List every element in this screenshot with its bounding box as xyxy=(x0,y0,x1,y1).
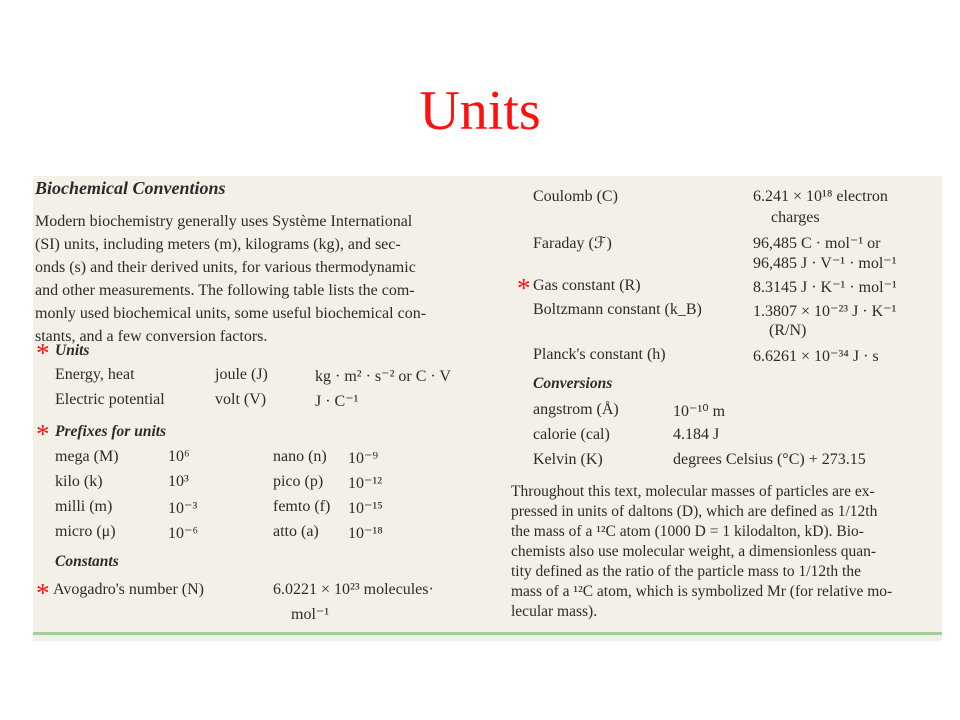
constant-name: Coulomb (C) xyxy=(533,188,618,205)
prefix-value: 10⁶ xyxy=(168,448,190,465)
prefix-name: mega (M) xyxy=(55,448,119,465)
intro-line: onds (s) and their derived units, for various thermodynamic xyxy=(35,259,416,276)
prefix-value: 10⁻³ xyxy=(168,500,198,517)
conversions-heading: Conversions xyxy=(533,375,613,392)
units-heading: Units xyxy=(55,342,90,359)
prefix-name: femto (f) xyxy=(273,498,331,515)
constant-value-cont: mol⁻¹ xyxy=(291,606,330,623)
paragraph-line: lecular mass). xyxy=(511,603,598,620)
asterisk-marker: * xyxy=(517,273,531,303)
constant-value: 1.3807 × 10⁻²³ J · K⁻¹ xyxy=(753,303,897,320)
unit-definition: kg · m² · s⁻² or C · V xyxy=(315,368,451,385)
textbook-page-scan xyxy=(33,176,942,641)
prefix-name: kilo (k) xyxy=(55,473,103,490)
constant-value-cont: 96,485 J · V⁻¹ · mol⁻¹ xyxy=(753,255,897,272)
conversion-name: calorie (cal) xyxy=(533,426,610,443)
asterisk-marker: * xyxy=(36,338,50,368)
intro-line: (SI) units, including meters (m), kilograms (kg), and sec- xyxy=(35,236,401,253)
asterisk-marker: * xyxy=(36,419,50,449)
page-bottom-rule xyxy=(33,632,942,635)
unit-quantity: Electric potential xyxy=(55,391,165,408)
intro-line: and other measurements. The following table lists the com- xyxy=(35,282,415,299)
prefix-value: 10⁻⁹ xyxy=(348,450,379,467)
molecular-mass-paragraph xyxy=(511,482,943,622)
constant-value: 96,485 C · mol⁻¹ or xyxy=(753,235,881,252)
constant-value: 8.3145 J · K⁻¹ · mol⁻¹ xyxy=(753,279,897,296)
prefix-value: 10³ xyxy=(168,473,189,490)
prefixes-heading: Prefixes for units xyxy=(55,423,167,440)
constant-name: Gas constant (R) xyxy=(533,277,641,294)
prefix-value: 10⁻¹⁵ xyxy=(348,500,383,517)
constant-name: Faraday (ℱ) xyxy=(533,235,612,252)
section-heading: Biochemical Conventions xyxy=(35,178,226,198)
paragraph-line: pressed in units of daltons (D), which are defined as 1/12th xyxy=(511,503,878,520)
prefix-name: pico (p) xyxy=(273,473,324,490)
constant-value: 6.241 × 10¹⁸ electron xyxy=(753,188,888,205)
constant-name: Planck's constant (h) xyxy=(533,346,666,363)
prefix-name: milli (m) xyxy=(55,498,113,515)
intro-line: stants, and a few conversion factors. xyxy=(35,328,268,345)
slide-title: Units xyxy=(419,80,541,142)
unit-name: joule (J) xyxy=(215,366,268,383)
paragraph-line: Throughout this text, molecular masses of particles are ex- xyxy=(511,483,875,500)
intro-paragraph xyxy=(35,210,475,348)
prefix-value: 10⁻⁶ xyxy=(168,525,199,542)
prefix-value: 10⁻¹² xyxy=(348,475,383,492)
prefix-value: 10⁻¹⁸ xyxy=(348,525,383,542)
conversion-value: 4.184 J xyxy=(673,426,720,443)
prefix-name: atto (a) xyxy=(273,523,319,540)
constant-name: Avogadro's number (N) xyxy=(53,581,204,598)
paragraph-line: chemists also use molecular weight, a dimensionless quan- xyxy=(511,543,877,560)
constant-name: Boltzmann constant (k_B) xyxy=(533,301,702,318)
unit-definition: J · C⁻¹ xyxy=(315,393,359,410)
conversion-name: angstrom (Å) xyxy=(533,401,619,418)
constant-value: 6.6261 × 10⁻³⁴ J · s xyxy=(753,348,879,365)
constant-value-cont: (R/N) xyxy=(769,322,807,339)
unit-name: volt (V) xyxy=(215,391,267,408)
unit-quantity: Energy, heat xyxy=(55,366,135,383)
conversion-value: degrees Celsius (°C) + 273.15 xyxy=(673,451,866,468)
conversion-name: Kelvin (K) xyxy=(533,451,603,468)
prefix-name: nano (n) xyxy=(273,448,327,465)
constant-value: 6.0221 × 10²³ molecules· xyxy=(273,581,434,598)
conversion-value: 10⁻¹⁰ m xyxy=(673,403,726,420)
asterisk-marker: * xyxy=(36,578,50,608)
constant-value-cont: charges xyxy=(771,209,820,226)
paragraph-line: tity defined as the ratio of the particle mass to 1/12th the xyxy=(511,563,861,580)
intro-line: monly used biochemical units, some useful biochemical con- xyxy=(35,305,427,322)
paragraph-line: mass of a ¹²C atom, which is symbolized Mr (for relative mo- xyxy=(511,583,893,600)
intro-line: Modern biochemistry generally uses Système International xyxy=(35,213,413,230)
constants-heading: Constants xyxy=(55,553,119,570)
prefix-name: micro (μ) xyxy=(55,523,116,540)
paragraph-line: the mass of a ¹²C atom (1000 D = 1 kilodalton, kD). Bio- xyxy=(511,523,864,540)
